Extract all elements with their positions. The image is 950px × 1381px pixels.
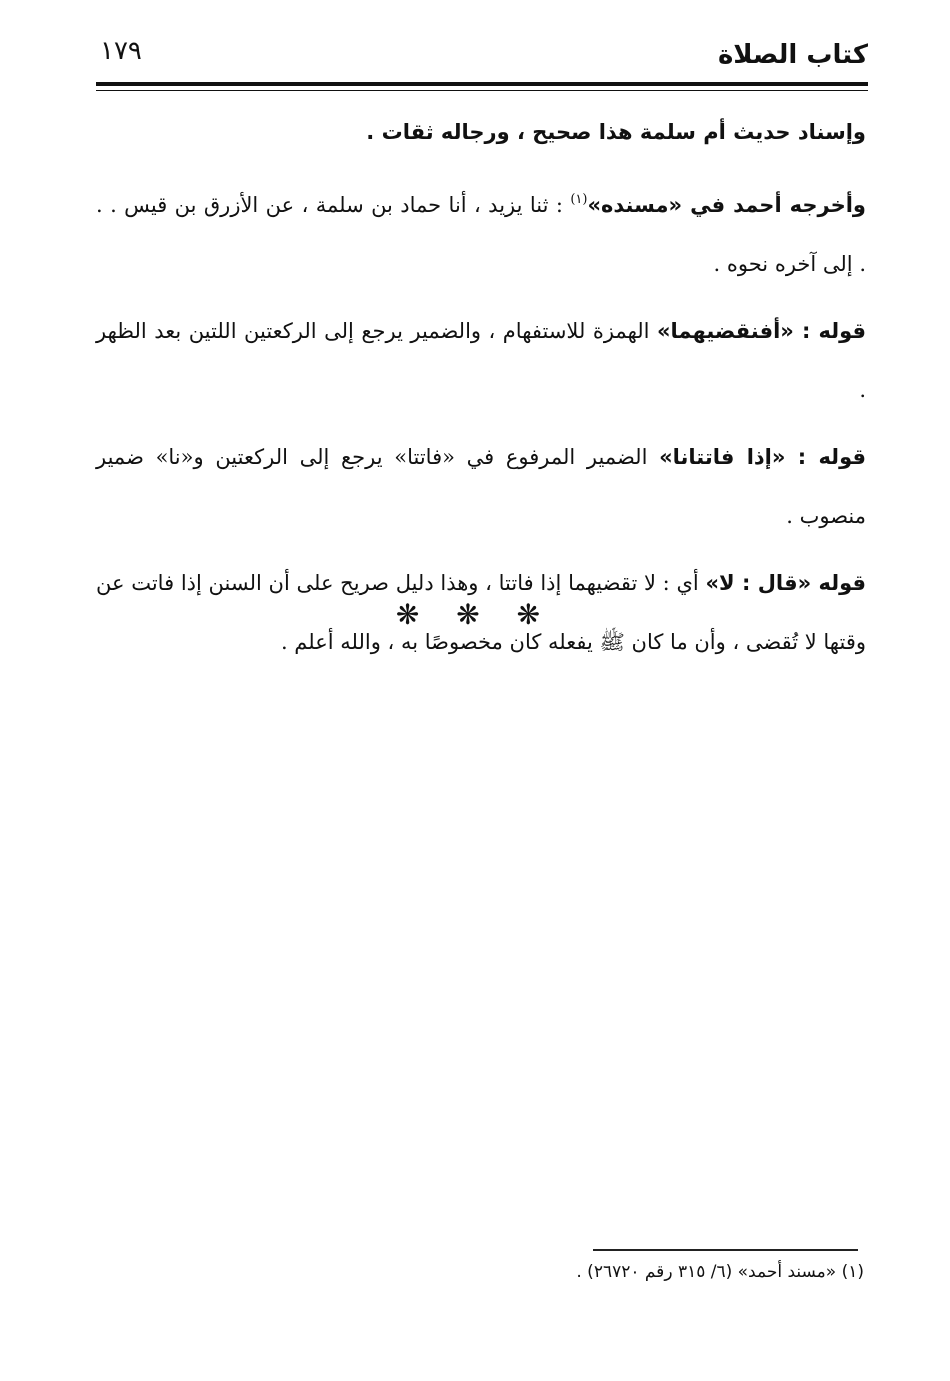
header-rule-thin [96, 90, 868, 91]
paragraph-bold: وإسناد حديث أم سلمة هذا صحيح ، ورجاله ثقات . [366, 120, 866, 144]
paragraph-text: الهمزة للاستفهام ، والضمير يرجع إلى الركعتين اللتين بعد الظهر . [96, 319, 866, 402]
paragraph-bold: قوله «قال : لا» [705, 571, 867, 595]
body-text [96, 103, 866, 680]
paragraph-faatatana [96, 428, 866, 546]
book-title: كتاب الصلاة [717, 40, 868, 70]
footnote: (١) «مسند أحمد» (٦/ ٣١٥ رقم ٢٦٧٢٠) . [576, 1262, 864, 1282]
page-number: ١٧٩ [100, 36, 142, 66]
paragraph-text: : ثنا يزيد ، أنا حماد بن سلمة ، عن الأزرق بن قيس . . . إلى آخره نحوه . [96, 193, 866, 276]
paragraph-bold: وأخرجه أحمد في «مسنده» [587, 193, 866, 217]
paragraph-bold: قوله : «أفنقضيهما» [656, 319, 866, 343]
paragraph-text: أي : لا تقضيهما إذا فاتتا ، وهذا دليل صريح على أن السنن إذا فاتت عن وقتها لا تُقضى ، وأن ما كان ﷺ يفعله كان مخصوصًا به ، والله أعلم . [96, 571, 866, 654]
paragraph-text: الضمير المرفوع في «فاتتا» يرجع إلى الركعتين و«نا» ضمير منصوب . [96, 445, 866, 528]
header-rule-thick [96, 82, 868, 86]
page-header [96, 30, 868, 80]
paragraph-afanqdihima [96, 302, 866, 420]
paragraph-isnad [96, 103, 866, 162]
footnote-rule [593, 1249, 858, 1251]
paragraph-bold: قوله : «إذا فاتتانا» [659, 445, 866, 469]
paragraph-ahmad [96, 170, 866, 294]
footnote-reference: (١) [570, 192, 588, 207]
section-separator: ❋ ❋ ❋ [395, 598, 555, 631]
